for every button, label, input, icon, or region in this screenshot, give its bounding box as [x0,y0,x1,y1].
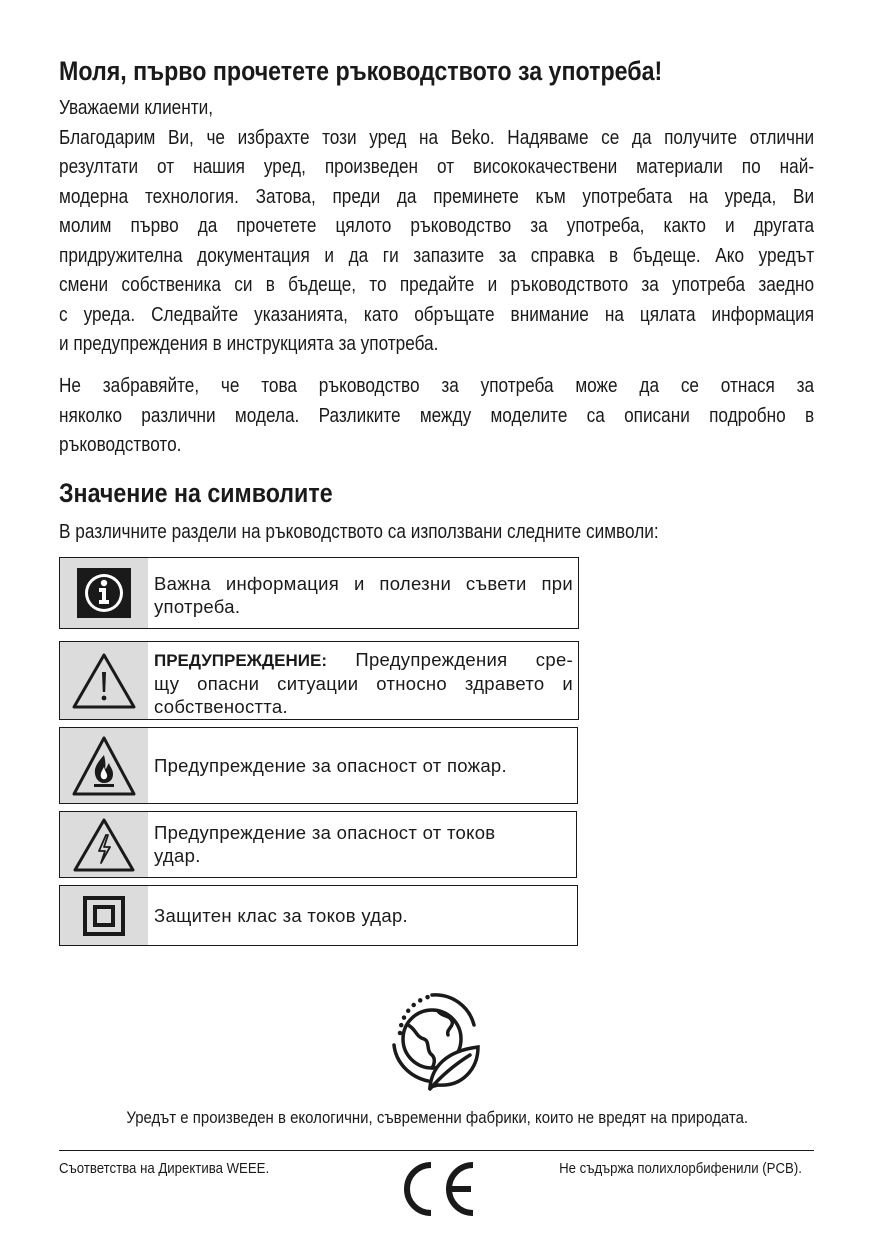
symbol-text: Предупреждение за опасност от пожар. [154,755,507,776]
page-title: Моля, първо прочетете ръководството за употреба! [59,56,663,86]
note-line: няколко различни модела. Разликите между моделите са описани подробно в [59,404,815,427]
symbol-text: удар. [154,845,201,866]
weee-compliance: Съответства на Директива WEEE. [59,1160,270,1177]
warning-label: ПРЕДУПРЕЖДЕНИЕ: [154,651,327,670]
intro-line: с уреда. Следвайте указанията, като обръщате внимание на цялата информация [59,303,815,326]
symbols-intro-text: В различните раздели на ръководството са използвани следните символи: [59,521,659,543]
intro-paragraph [59,94,814,360]
symbol-row-electric [59,811,577,878]
ce-mark [399,1160,477,1218]
intro-line: и предупреждения в инструкцията за употреба. [59,333,439,355]
intro-line: придружителна документация и да ги запазите за справка в бъдеще. Ако уредът [59,244,815,267]
symbols-intro [59,518,814,548]
symbol-text: Предупреждения сре- [355,649,573,670]
symbol-row-info [59,557,579,629]
note-line: Не забравяйте, че това ръководство за употреба може да се отнася за [59,375,815,397]
intro-line: молим първо да прочетете цялото ръководство за употреба, както и другата [59,215,815,237]
symbol-text: Предупреждение за опасност от токов [154,822,496,843]
symbol-text: Защитен клас за токов удар. [154,905,408,926]
intro-line: резултати от нашия уред, произведен от висококачествени материали по най- [59,156,815,178]
protection-class-icon [60,886,148,945]
footer-divider [59,1150,814,1151]
symbol-row-warning [59,641,579,720]
symbol-row-fire [59,727,578,804]
note-line: ръководството. [59,434,182,456]
pcb-notice: Не съдържа полихлорбифенили (PCB). [559,1160,802,1177]
intro-line: модерна технология. Затова, преди да преминете към употребата на уреда, Ви [59,185,815,208]
symbol-text: Важна информация и полезни съвети при [154,573,573,594]
symbol-text: употреба. [154,596,241,617]
greeting: Уважаеми клиенти, [59,97,214,119]
symbol-text: щу опасни ситуации относно здравето и [154,673,573,694]
eco-caption-text: Уредът е произведен в екологични, съвременни фабрики, които не вредят на природата. [126,1108,749,1127]
intro-line: Благодарим Ви, че избрахте този уред на Beko. Надяваме се да получите отлични [59,126,815,149]
electric-shock-icon [60,812,148,877]
info-icon [60,558,148,628]
note-paragraph [59,372,814,461]
symbol-text: собствеността. [154,696,288,717]
fire-hazard-icon [60,728,148,803]
section-title-symbols: Значение на символите [59,478,333,508]
eco-caption [0,1108,875,1128]
warning-icon [60,642,148,719]
symbol-row-protection [59,885,578,946]
eco-globe-leaf-icon [386,989,486,1094]
intro-line: смени собственика си в бъдеще, то предайте и ръководството за употреба заедно [59,274,815,296]
